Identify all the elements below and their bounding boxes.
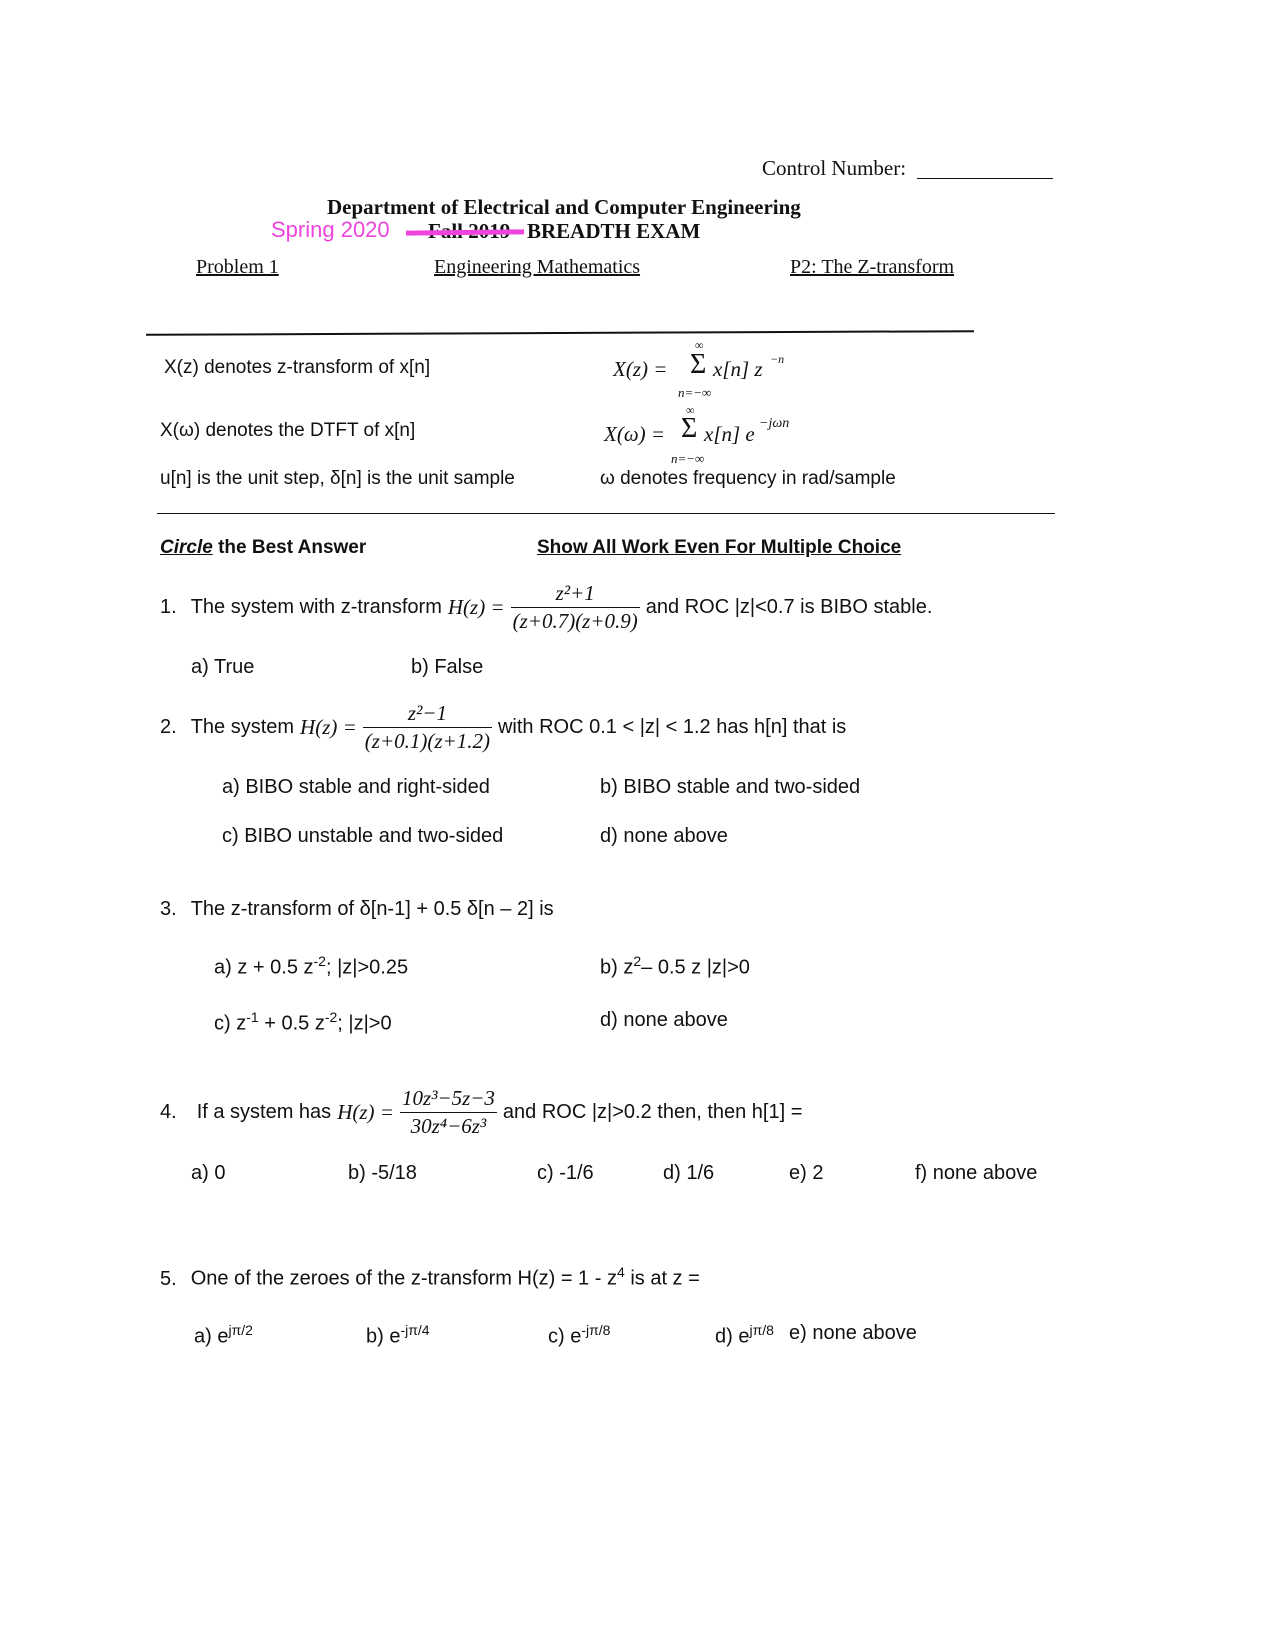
xw-sigma: Σ	[681, 413, 698, 444]
q2-fraction	[363, 701, 492, 754]
q2-option-c[interactable]: c) BIBO unstable and two-sided	[222, 825, 504, 847]
question-3	[160, 898, 554, 921]
question-5	[160, 1264, 700, 1291]
circle-rest: the Best Answer	[212, 537, 367, 558]
def-omega-text: ω denotes frequency in rad/sample	[600, 468, 896, 489]
q4-option-f[interactable]: f) none above	[915, 1162, 1038, 1184]
q5-option-b-base: b) e	[366, 1325, 401, 1348]
circle-word: Circle	[160, 537, 213, 558]
q4-numerator: 10z³−5z−3	[401, 1085, 495, 1110]
def-unit-text: u[n] is the unit step, δ[n] is the unit sample	[160, 468, 515, 489]
department-title: Department of Electrical and Computer Engineering	[327, 195, 801, 219]
q3-option-c-base: c) z	[214, 1012, 247, 1035]
xz-formula-body: x[n] z	[713, 357, 763, 381]
q5-option-c-base: c) e	[548, 1325, 582, 1348]
q3-option-d[interactable]: d) none above	[600, 1009, 728, 1031]
q5-option-e[interactable]: e) none above	[789, 1322, 917, 1344]
header-rule	[146, 330, 974, 336]
xw-formula-body: x[n] e	[704, 422, 755, 446]
q3-option-b[interactable]	[600, 953, 750, 980]
q1-option-b[interactable]: b) False	[411, 656, 484, 678]
q2-hz: H(z) =	[300, 714, 357, 739]
q2-text-after: with ROC 0.1 < |z| < 1.2 has h[n] that is	[497, 715, 847, 738]
q5-option-d-exponent: jπ/8	[749, 1322, 774, 1338]
q3-option-c[interactable]	[214, 1009, 392, 1036]
q3-number: 3.	[160, 898, 177, 920]
subject-label: Engineering Mathematics	[434, 256, 641, 278]
q5-text: One of the zeroes of the z-transform H(z) = 1 - z	[190, 1267, 617, 1290]
q5-text-end: is at z =	[624, 1267, 700, 1290]
xz-sum-lower: n=−∞	[678, 385, 712, 400]
q1-number: 1.	[160, 595, 177, 618]
q1-text-after: and ROC |z|<0.7 is BIBO stable.	[645, 595, 933, 618]
xz-sum-upper: ∞	[695, 338, 704, 352]
q4-option-d[interactable]: d) 1/6	[663, 1162, 715, 1184]
q4-option-a[interactable]: a) 0	[191, 1162, 226, 1184]
q5-number: 5.	[160, 1267, 177, 1290]
q2-option-a[interactable]: a) BIBO stable and right-sided	[222, 776, 490, 798]
q3-option-b-roc: – 0.5 z |z|>0	[641, 956, 750, 979]
q4-option-c[interactable]: c) -1/6	[537, 1162, 594, 1184]
exam-title: BREADTH EXAM	[527, 219, 701, 243]
q3-option-a-roc: ; |z|>0.25	[325, 956, 409, 979]
q2-option-d[interactable]: d) none above	[600, 825, 728, 847]
q5-option-a-exponent: jπ/2	[228, 1322, 253, 1338]
q2-text-before: The system	[190, 715, 295, 738]
q4-denominator: 30z⁴−6z³	[400, 1112, 497, 1139]
problem-label: Problem 1	[196, 256, 279, 278]
q3-option-b-exponent: 2	[633, 953, 642, 969]
q4-hz: H(z) =	[337, 1099, 394, 1124]
xw-formula-lhs: X(ω) =	[604, 422, 666, 446]
question-1	[160, 582, 932, 632]
q5-option-c-exponent: -jπ/8	[581, 1322, 611, 1338]
q1-fraction	[511, 581, 640, 634]
q1-numerator: z²+1	[555, 580, 595, 605]
q5-option-d-base: d) e	[715, 1325, 750, 1348]
part-label: P2: The Z-transform	[790, 256, 955, 278]
q3-text: The z-transform of δ[n-1] + 0.5 δ[n – 2] is	[190, 898, 554, 920]
xz-formula-exponent: −n	[770, 352, 785, 366]
xw-sum-upper: ∞	[686, 403, 695, 417]
q4-text-after: and ROC |z|>0.2 then, then h[1] =	[502, 1100, 803, 1123]
q2-denominator: (z+0.1)(z+1.2)	[364, 728, 490, 753]
xw-sum-lower: n=−∞	[671, 451, 705, 466]
definitions-rule	[157, 513, 1055, 514]
q1-denominator: (z+0.7)(z+0.9)	[512, 608, 638, 633]
control-number-label: Control Number:	[762, 156, 907, 180]
q5-exponent: 4	[616, 1264, 625, 1280]
q3-option-a-exponent: -2	[313, 953, 326, 969]
q1-text-before: The system with z-transform	[190, 595, 442, 618]
q5-option-a-base: a) e	[194, 1325, 229, 1348]
q2-number: 2.	[160, 715, 177, 738]
q3-option-b-base: b) z	[600, 956, 634, 979]
q2-numerator: z²−1	[407, 700, 447, 725]
q4-fraction	[400, 1086, 497, 1139]
xw-formula-exponent: −jωn	[759, 416, 790, 431]
q2-option-b[interactable]: b) BIBO stable and two-sided	[600, 776, 861, 798]
q4-option-e[interactable]: e) 2	[789, 1162, 824, 1184]
def-xz-text: X(z) denotes z-transform of x[n]	[164, 357, 431, 378]
q3-option-c-exponent-2: -2	[324, 1009, 338, 1025]
q4-text-before: If a system has	[196, 1100, 332, 1123]
q3-option-c-exponent-1: -1	[246, 1009, 259, 1025]
control-number-blank[interactable]	[917, 178, 1053, 179]
xz-sigma: Σ	[690, 349, 707, 380]
def-xw-text: X(ω) denotes the DTFT of x[n]	[160, 420, 416, 441]
term-annotation: Spring 2020	[271, 217, 390, 242]
q5-option-c[interactable]	[548, 1322, 610, 1349]
question-2	[160, 702, 846, 752]
question-4	[160, 1084, 802, 1140]
xz-formula-lhs: X(z) =	[613, 357, 668, 381]
q5-option-b[interactable]	[366, 1322, 430, 1349]
q3-option-c-roc: ; |z|>0	[337, 1012, 392, 1035]
q1-option-a[interactable]: a) True	[191, 656, 255, 678]
q5-option-b-exponent: -jπ/4	[400, 1322, 430, 1338]
q3-option-c-mid: + 0.5 z	[258, 1012, 325, 1035]
q1-hz: H(z) =	[447, 594, 505, 619]
q3-option-a-base: a) z + 0.5 z	[214, 956, 314, 979]
circle-instruction	[160, 537, 366, 559]
show-work-instruction: Show All Work Even For Multiple Choice	[537, 537, 902, 558]
q4-number: 4.	[160, 1100, 177, 1123]
q5-option-d[interactable]	[715, 1322, 774, 1349]
q5-option-a[interactable]	[194, 1322, 253, 1349]
q3-option-a[interactable]	[214, 953, 408, 980]
q4-option-b[interactable]: b) -5/18	[348, 1162, 417, 1184]
